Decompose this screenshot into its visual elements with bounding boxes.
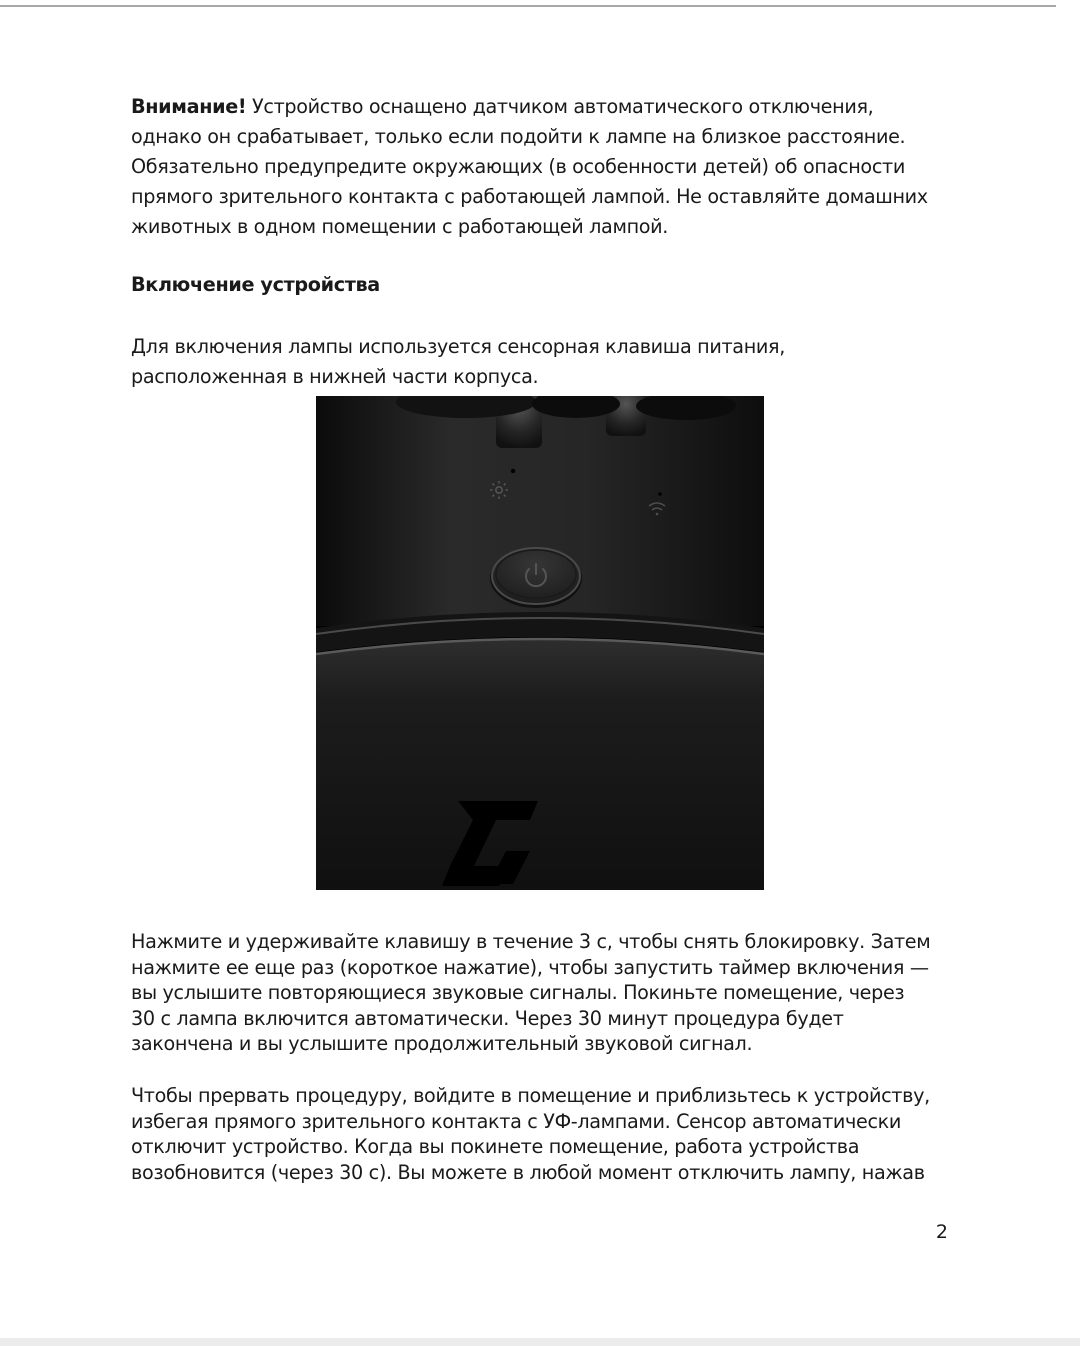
top-divider bbox=[0, 5, 1056, 7]
page-number: 2 bbox=[935, 1221, 948, 1243]
interrupt-instructions-paragraph: Чтобы прервать процедуру, войдите в помещение и приблизьтесь к устройству, избегая прямого зрительного контакта с УФ-лампами. Сенсор автоматически отключит устройство. Когда вы покинете помещение, работа устройства возобновится (через 30 с). Вы можете в любой момент отключить лампу, нажав bbox=[131, 1084, 930, 1184]
warning-paragraph bbox=[131, 92, 971, 242]
warning-text: Устройство оснащено датчиком автоматического отключения, однако он срабатывает, только если подойти к лампе на близкое расстояние. Обязательно предупредите окружающих (в особенности детей) об опасности прямого зрительного контакта с работающей лампой. Не оставляйте домашних животных в одном помещении с работающей лампой. bbox=[131, 95, 928, 238]
device-photo bbox=[316, 396, 764, 890]
press-instructions-paragraph: Нажмите и удерживайте клавишу в течение 3 с, чтобы снять блокировку. Затем нажмите ее еще раз (короткое нажатие), чтобы запустить таймер включения — вы услышите повторяющиеся звуковые сигналы. Покиньте помещение, через 30 с лампа включится автоматически. Через 30 минут процедура будет закончена и вы услышите продолжительный звуковой сигнал. bbox=[131, 930, 931, 1055]
intro-paragraph: Для включения лампы используется сенсорная клавиша питания, расположенная в нижней части корпуса. bbox=[131, 335, 785, 388]
power-button bbox=[490, 548, 582, 608]
section-heading: Включение устройства bbox=[131, 273, 380, 296]
warning-label: Внимание! bbox=[131, 95, 247, 118]
bottom-strip bbox=[0, 1338, 1080, 1346]
